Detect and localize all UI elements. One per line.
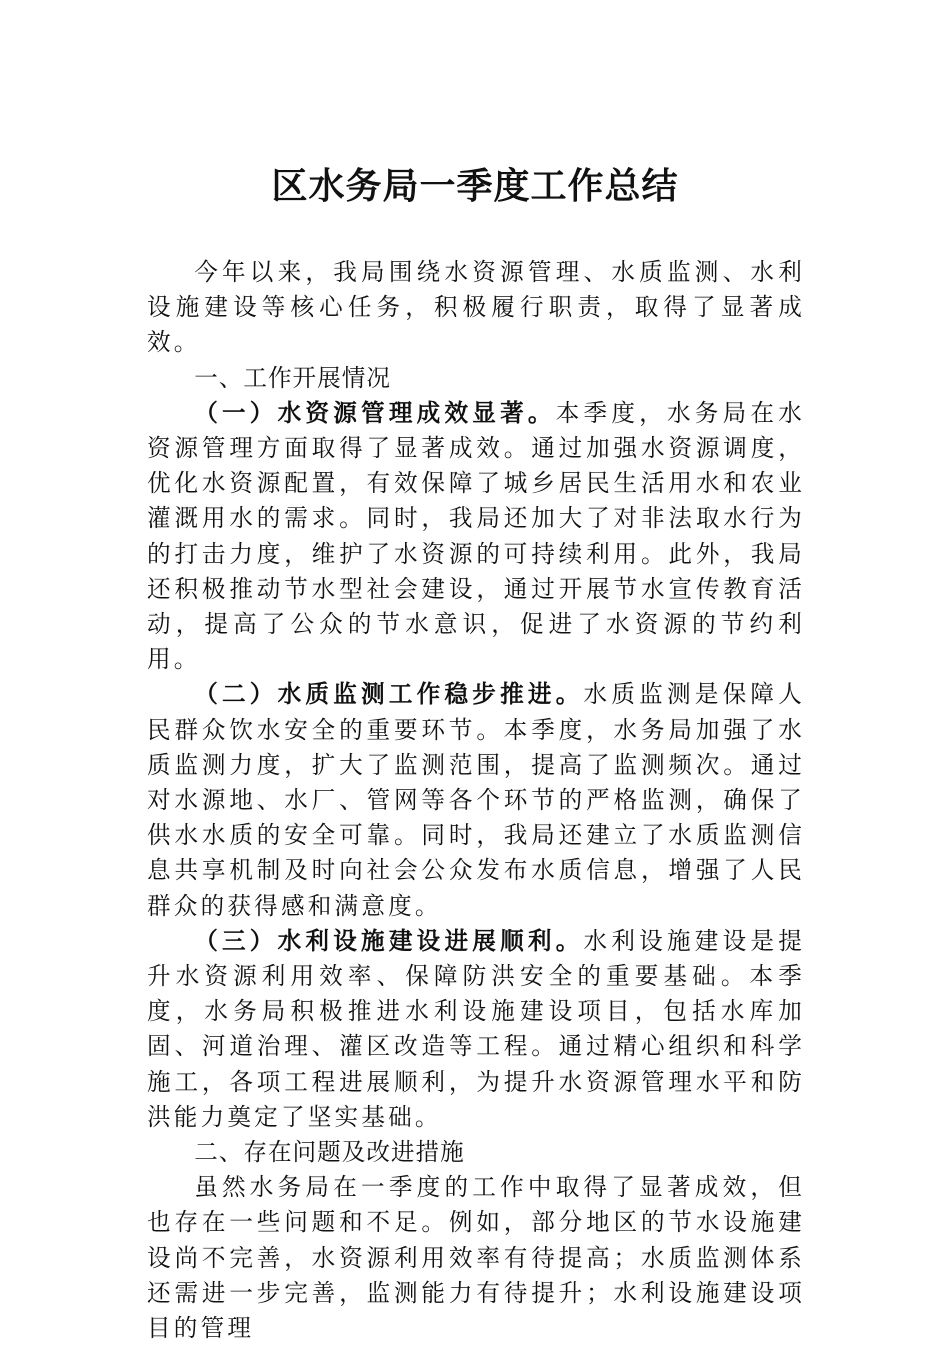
- item-lead-water-facilities: （三）水利设施建设进展顺利。: [194, 926, 584, 955]
- paragraph-problems: 虽然水务局在一季度的工作中取得了显著成效，但也存在一些问题和不足。例如，部分地区的节水设施建设尚不完善，水资源利用效率有待提高；水质监测体系还需进一步完善，监测能力有待提升；水利设施建设项目的管理: [147, 1173, 805, 1343]
- section-heading-work-progress: 一、工作开展情况: [194, 363, 391, 392]
- item-text-water-quality: 水质监测是保障人民群众饮水安全的重要环节。本季度，水务局加强了水质监测力度，扩大了监测范围，提高了监测频次。通过对水源地、水厂、管网等各个环节的严格监测，确保了供水水质的安全可靠。同时，我局还建立了水质监测信息共享机制及时向社会公众发布水质信息，增强了人民群众的获得感和满意度。: [147, 680, 805, 920]
- intro-paragraph: 今年以来，我局围绕水资源管理、水质监测、水利设施建设等核心任务，积极履行职责，取得了显著成效。: [147, 258, 805, 357]
- paragraph-water-resource-management: [147, 396, 805, 678]
- paragraph-water-quality-monitoring: [147, 677, 805, 923]
- document-title: 区水务局一季度工作总结: [271, 165, 679, 207]
- item-text-water-facilities: 水利设施建设是提升水资源利用效率、保障防洪安全的重要基础。本季度，水务局积极推进水利设施建设项目，包括水库加固、河道治理、灌区改造等工程。通过精心组织和科学施工，各项工程进展顺利，为提升水资源管理水平和防洪能力奠定了坚实基础。: [147, 926, 805, 1131]
- item-text-water-resource: 本季度，水务局在水资源管理方面取得了显著成效。通过加强水资源调度，优化水资源配置，有效保障了城乡居民生活用水和农业灌溉用水的需求。同时，我局还加大了对非法取水行为的打击力度，维护了水资源的可持续利用。此外，我局还积极推动节水型社会建设，通过开展节水宣传教育活动，提高了公众的节水意识，促进了水资源的节约利用。: [147, 398, 805, 674]
- item-lead-water-quality: （二）水质监测工作稳步推进。: [194, 680, 584, 709]
- document-body: [147, 255, 805, 1346]
- section-heading-problems: 二、存在问题及改进措施: [194, 1138, 465, 1167]
- paragraph-water-facilities: [147, 924, 805, 1135]
- item-lead-water-resource: （一）水资源管理成效显著。: [194, 398, 556, 427]
